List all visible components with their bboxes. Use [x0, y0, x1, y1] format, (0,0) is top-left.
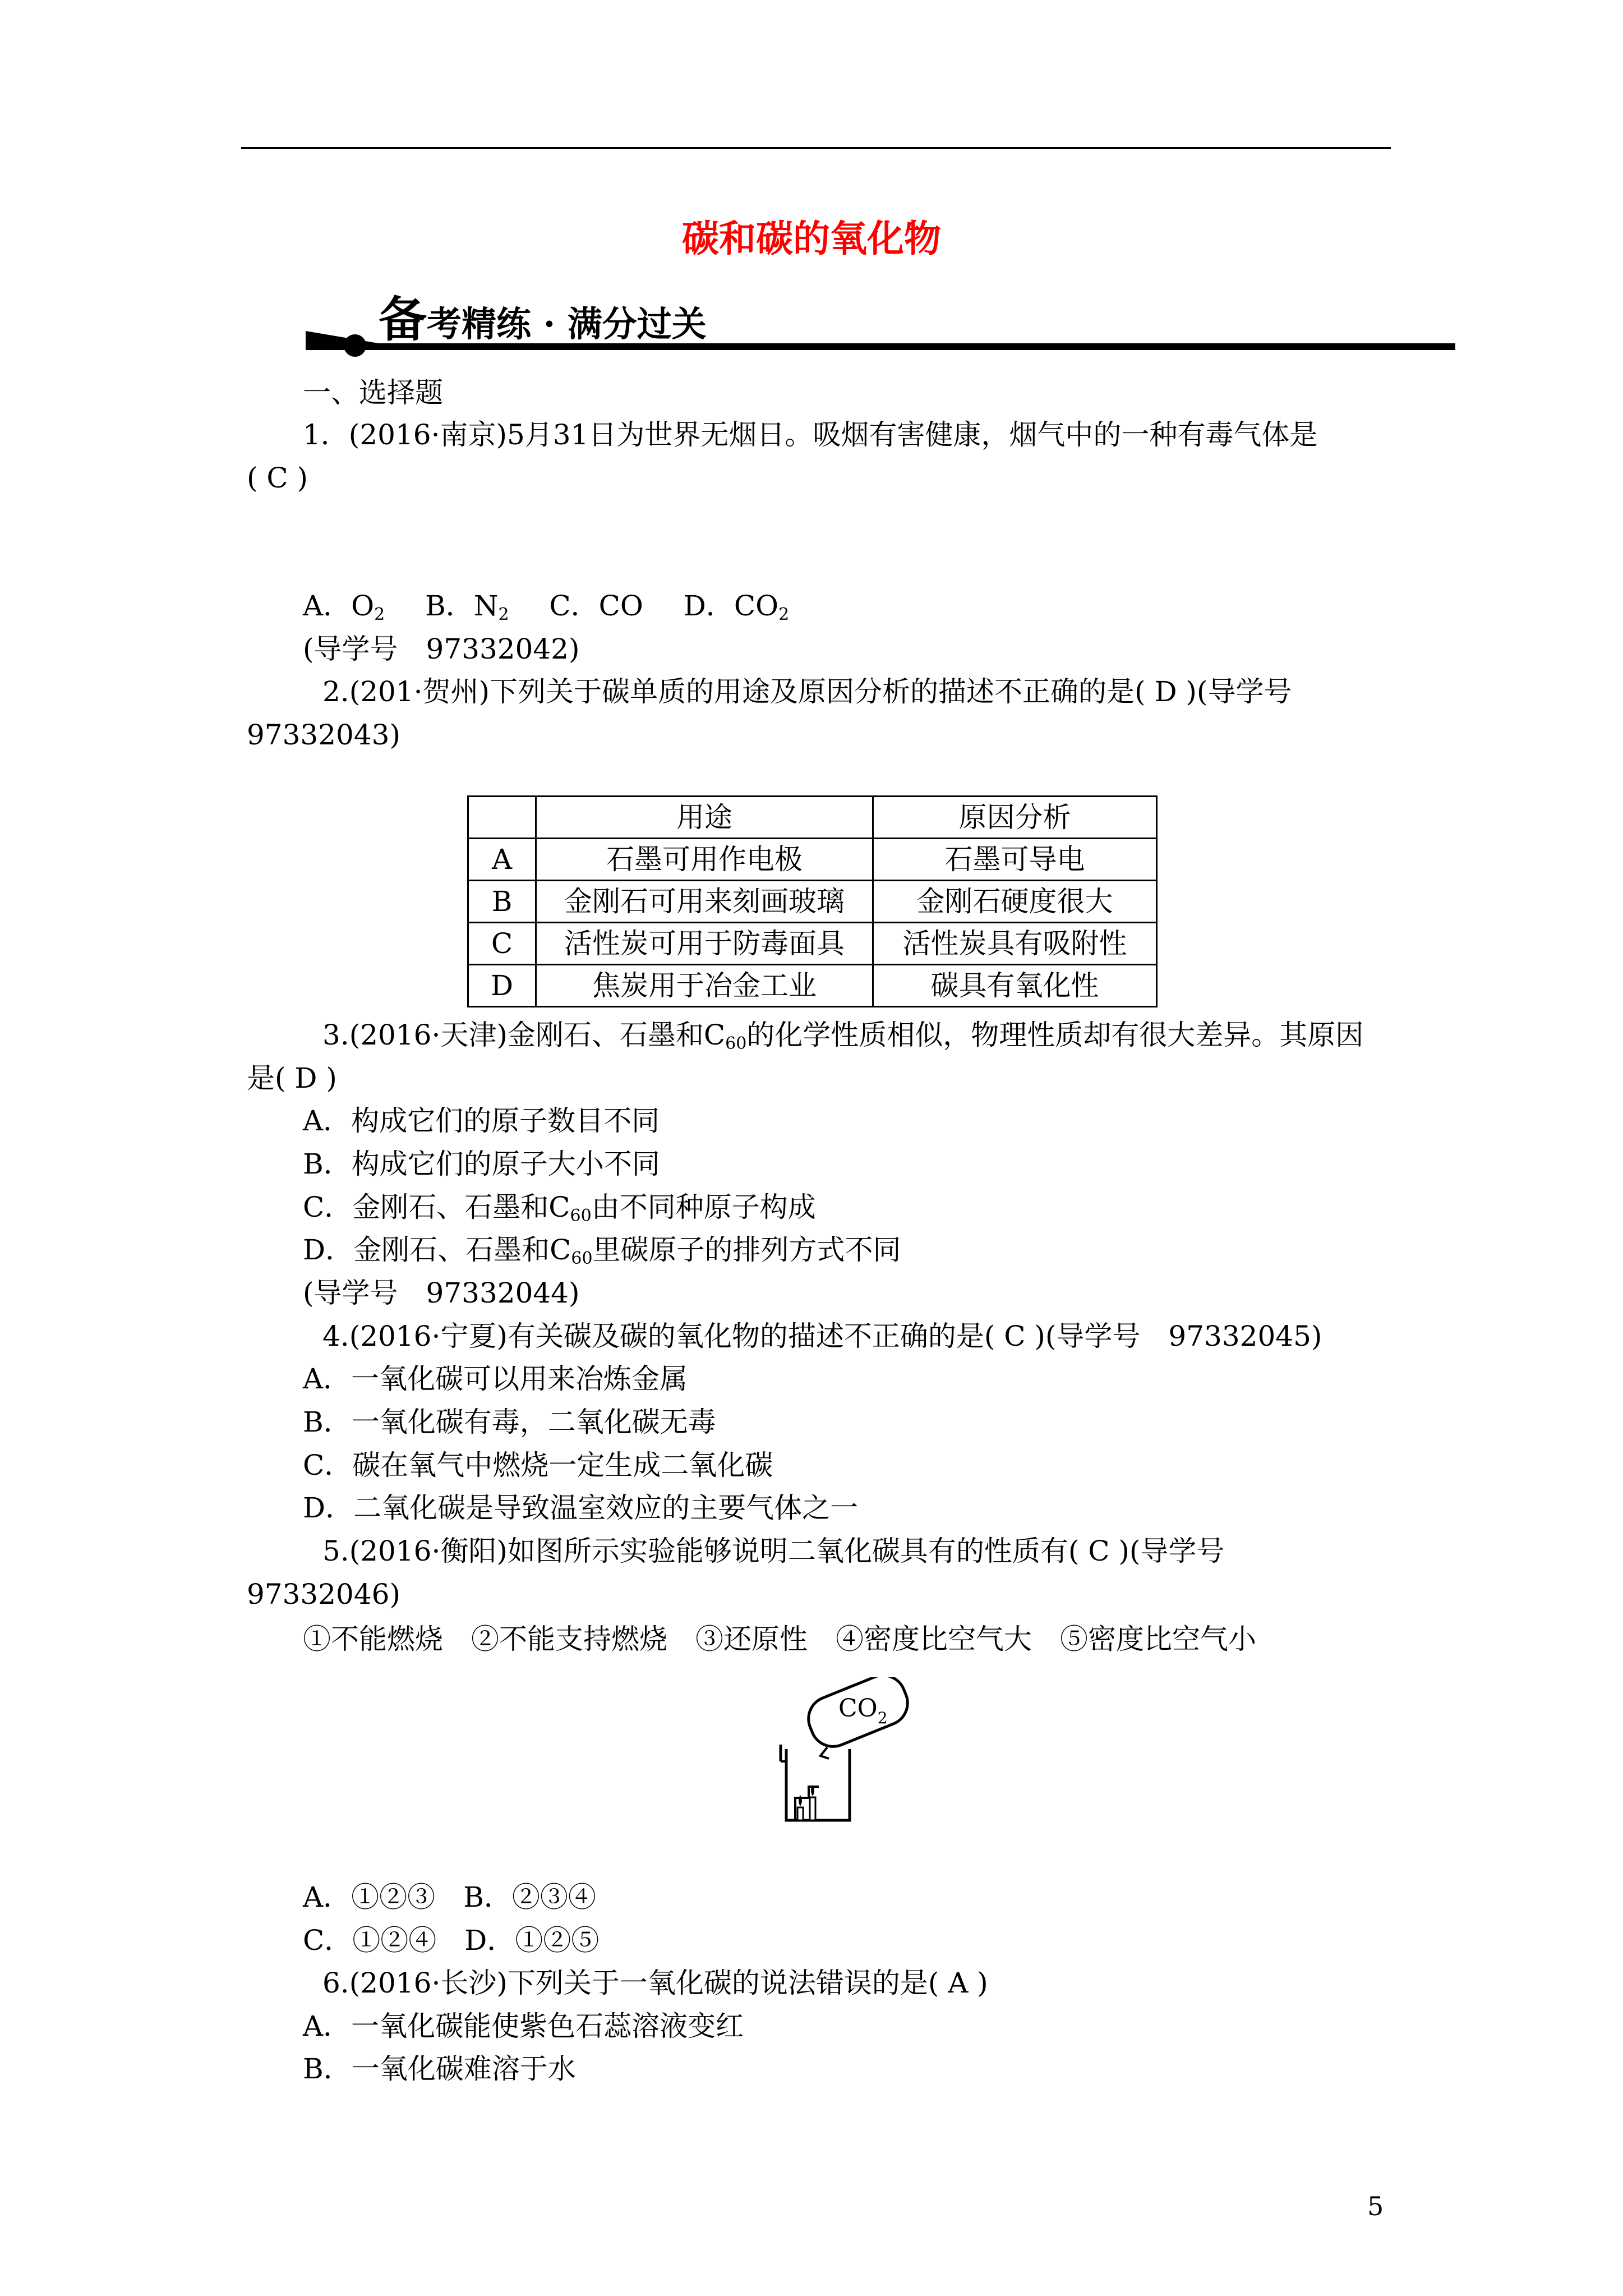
table-header-cell — [468, 797, 536, 839]
table-row — [468, 881, 1157, 923]
q1-stem: 1．(2016·南京)5月31日为世界无烟日。吸烟有害健康，烟气中的一种有毒气体是 — [303, 418, 1318, 451]
table-row — [468, 965, 1157, 1007]
q4-option-d: D．二氧化碳是导致温室效应的主要气体之一 — [303, 1492, 859, 1524]
table-cell: 金刚石硬度很大 — [873, 881, 1157, 923]
q5-options-cd: C．①②④ D．①②⑤ — [303, 1924, 600, 1957]
table-header-row — [468, 797, 1157, 839]
q6-stem: 6.(2016·长沙)下列关于一氧化碳的说法错误的是( A ) — [322, 1967, 988, 1999]
q2-stem: 2.(201·贺州)下列关于碳单质的用途及原因分析的描述不正确的是( D )(导学号 — [322, 675, 1292, 708]
page-title: 碳和碳的氧化物 — [682, 217, 941, 260]
q3-option-c: C．金刚石、石墨和$C_{60}$由不同种原子构成 — [303, 1191, 816, 1226]
table-cell: 活性炭具有吸附性 — [873, 923, 1157, 965]
co2-beaker-figure — [763, 1677, 931, 1829]
q5-options-ab: A．①②③ B．②③④ — [303, 1881, 596, 1913]
q2-stem-continued: 97332043) — [247, 719, 400, 751]
q1-option-c: C．CO — [549, 590, 643, 622]
question-type: 一、选择题 — [303, 376, 443, 409]
q5-properties: ①不能燃烧 ②不能支持燃烧 ③还原性 ④密度比空气大 ⑤密度比空气小 — [303, 1623, 1256, 1655]
q6-option-b: B．一氧化碳难溶于水 — [303, 2053, 576, 2085]
table-cell: 金刚石可用来刻画玻璃 — [536, 881, 873, 923]
header-rule — [241, 147, 1391, 149]
table-header-cell: 原因分析 — [873, 797, 1157, 839]
q3-stem: 3.(2016·天津)金刚石、石墨和$C_{60}$的化学性质相似，物理性质却有很大差异。其原因 — [322, 1019, 1364, 1053]
q4-option-b: B．一氧化碳有毒，二氧化碳无毒 — [303, 1406, 716, 1438]
table-cell: D — [468, 965, 536, 1007]
q1-option-d: D．CO — [683, 590, 779, 622]
q4-option-a: A．一氧化碳可以用来冶炼金属 — [303, 1363, 688, 1395]
q1-option-b: B．N — [425, 590, 499, 622]
table-row — [468, 839, 1157, 881]
table-cell: 碳具有氧化性 — [873, 965, 1157, 1007]
q4-option-c: C．碳在氧气中燃烧一定生成二氧化碳 — [303, 1449, 773, 1481]
q5-stem-continued: 97332046) — [247, 1578, 400, 1611]
q5-stem: 5.(2016·衡阳)如图所示实验能够说明二氧化碳具有的性质有( C )(导学号 — [322, 1535, 1225, 1567]
table-cell: 焦炭用于冶金工业 — [536, 965, 873, 1007]
section-name: 考精练 — [427, 303, 532, 344]
section-initial: 备 — [379, 291, 427, 348]
q3-option-b: B．构成它们的原子大小不同 — [303, 1148, 660, 1180]
figure-label-co2: $CO_2$ — [838, 1694, 888, 1727]
q3-option-a: A．构成它们的原子数目不同 — [303, 1105, 660, 1137]
section-subtitle: 满分过关 — [567, 303, 707, 344]
table-cell: A — [468, 839, 536, 881]
table-row — [468, 923, 1157, 965]
table-cell: 石墨可用作电极 — [536, 839, 873, 881]
q1-option-a: A．O — [303, 590, 375, 622]
table-cell: B — [468, 881, 536, 923]
q1-guide-number: (导学号 97332042) — [303, 633, 580, 665]
table-cell: 活性炭可用于防毒面具 — [536, 923, 873, 965]
table-cell: 石墨可导电 — [873, 839, 1157, 881]
q6-option-a: A．一氧化碳能使紫色石蕊溶液变红 — [303, 2010, 744, 2042]
table-header-cell: 用途 — [536, 797, 873, 839]
section-heading — [379, 291, 707, 348]
section-separator: · — [543, 303, 556, 344]
q3-guide-number: (导学号 97332044) — [303, 1277, 580, 1309]
q2-table — [467, 795, 1158, 1007]
page-number: 5 — [1367, 2191, 1384, 2221]
q3-option-d: D．金刚石、石墨和$C_{60}$里碳原子的排列方式不同 — [303, 1234, 901, 1268]
table-cell: C — [468, 923, 536, 965]
q1-options: A．$O_2$ B．$N_2$ C．CO D．$CO_2$ — [303, 590, 790, 624]
q1-answer: ( C ) — [247, 462, 308, 494]
q4-stem: 4.(2016·宁夏)有关碳及碳的氧化物的描述不正确的是( C )(导学号 97332045) — [322, 1320, 1322, 1352]
section-bar-arrow — [306, 331, 379, 343]
q3-answer: 是( D ) — [247, 1062, 337, 1094]
